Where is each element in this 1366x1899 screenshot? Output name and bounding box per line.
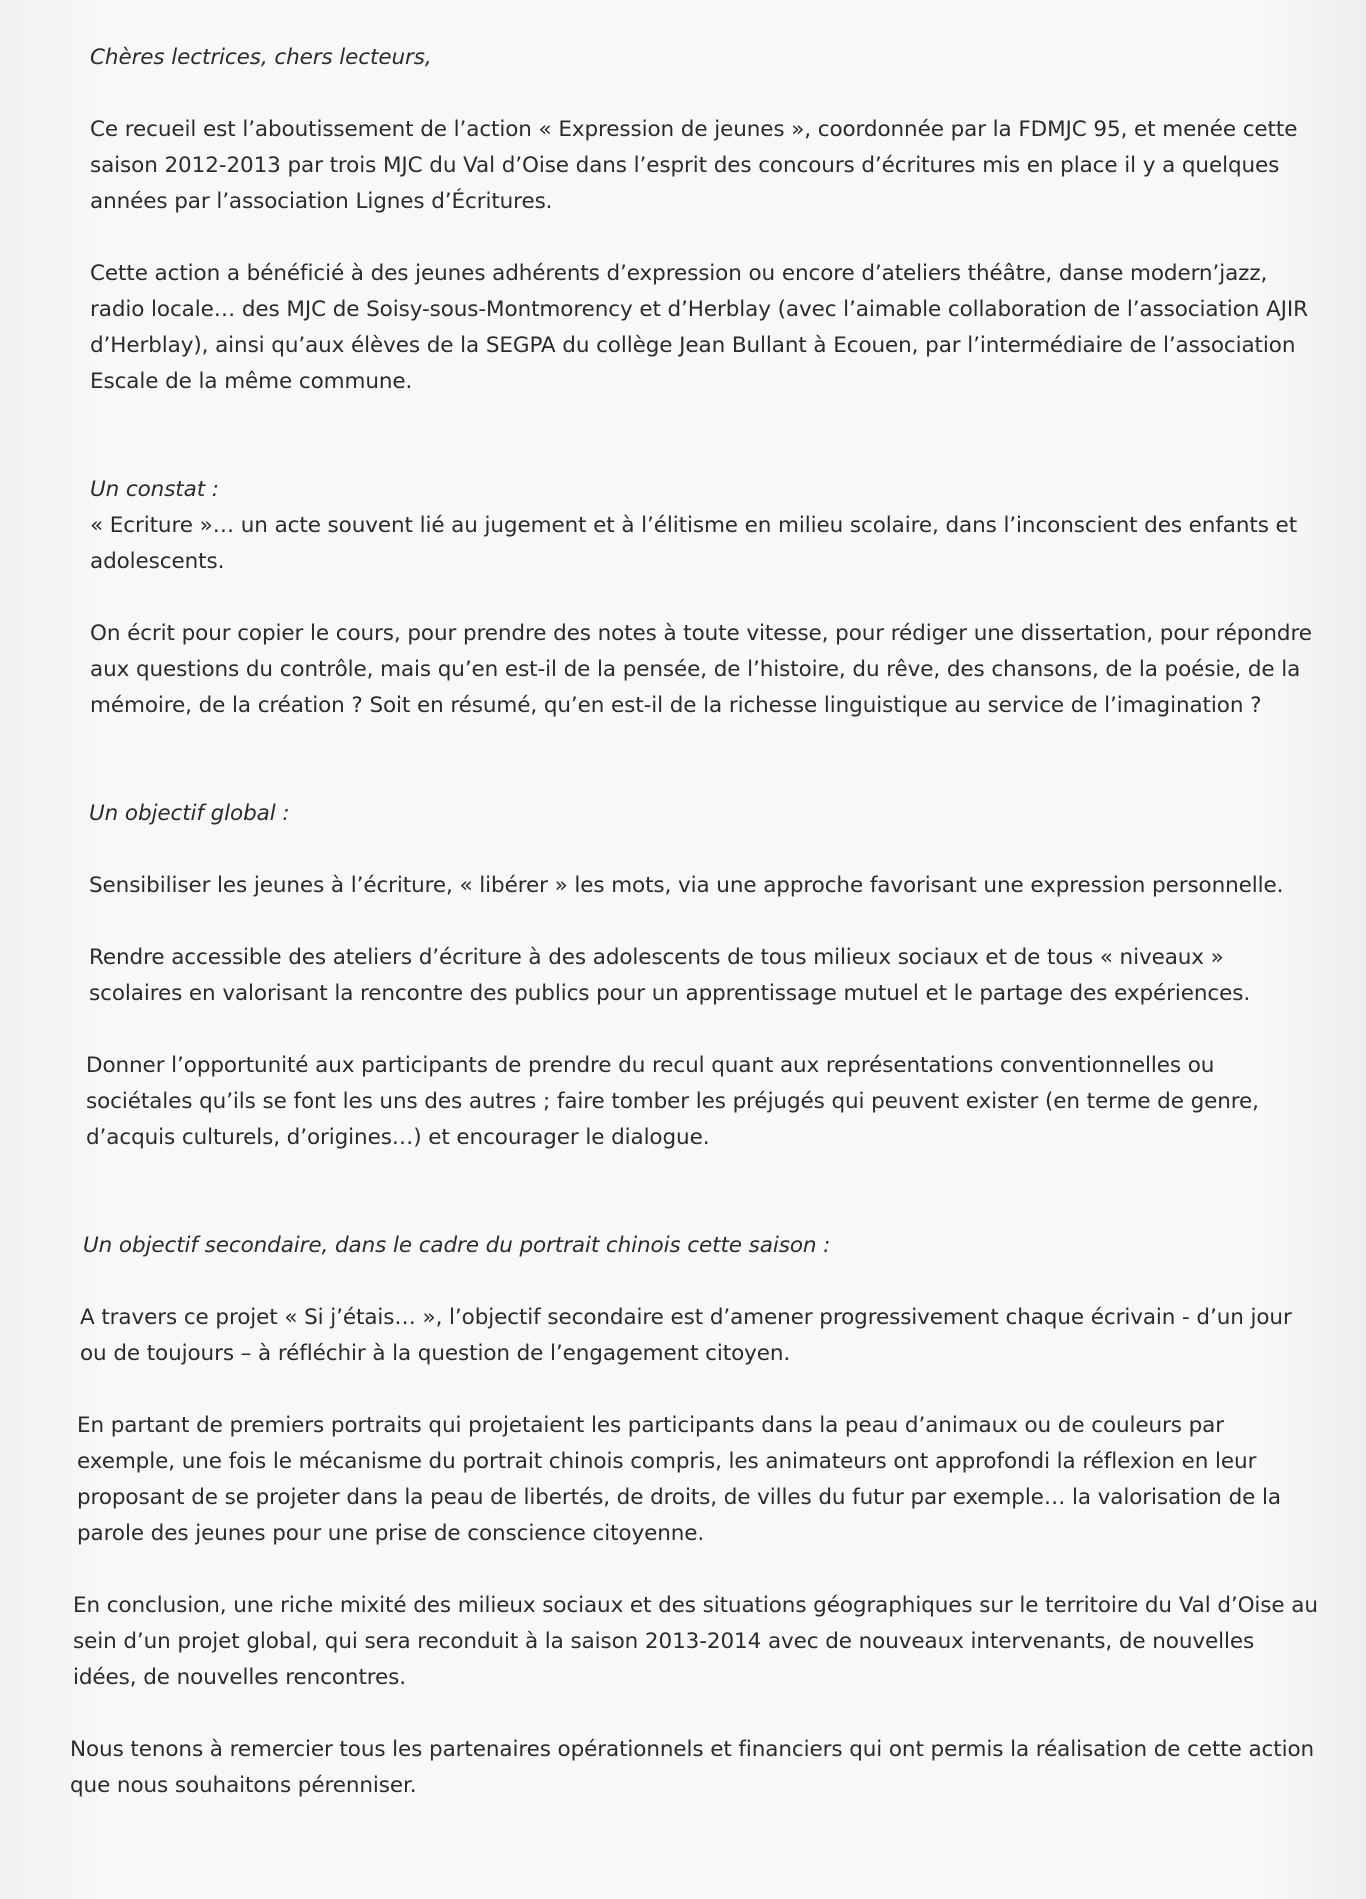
thanks-paragraph: Nous tenons à remercier tous les partenaires opérationnels et financiers qui ont permis la réalisation de cette action que nous souhaitons pérenniser. bbox=[70, 1737, 1315, 1798]
objectif-global-heading: Un objectif global : bbox=[89, 801, 290, 826]
conclusion-paragraph: En conclusion, une riche mixité des milieux sociaux et des situations géographiques sur le territoire du Val d’Oise au sein d’un projet global, qui sera reconduit à la saison 2013-2014 avec de nouveaux intervenants, de nouvelles idées, de nouvelles rencontres. bbox=[73, 1593, 1318, 1690]
objectif-global-paragraph-3: Donner l’opportunité aux participants de prendre du recul quant aux représentations conventionnelles ou sociétales qu’ils se font les uns des autres ; faire tomber les préjugés qui peuvent exister (en terme de genre, d’acquis culturels, d’origines…) et encourager le dialogue. bbox=[86, 1053, 1259, 1150]
objectif-secondaire-paragraph-1: A travers ce projet « Si j’étais… », l’objectif secondaire est d’amener progressivement chaque écrivain - d’un jour ou de toujours – à réfléchir à la question de l’engagement citoyen. bbox=[80, 1305, 1292, 1366]
beneficiaries-paragraph: Cette action a bénéficié à des jeunes adhérents d’expression ou encore d’ateliers théâtre, danse modern’jazz, radio locale… des MJC de Soisy-sous-Montmorency et d’Herblay (avec l’aimable collaboration de l’association AJIR d’Herblay), ainsi qu’aux élèves de la SEGPA du collège Jean Bullant à Ecouen, par l’intermédiaire de l’association Escale de la même commune. bbox=[90, 261, 1308, 394]
constat-paragraph-2: On écrit pour copier le cours, pour prendre des notes à toute vitesse, pour rédiger une dissertation, pour répondre aux questions du contrôle, mais qu’en est-il de la pensée, de l’histoire, du rêve, des chansons, de la poésie, de la mémoire, de la création ? Soit en résumé, qu’en est-il de la richesse linguistique au service de l’imagination ? bbox=[90, 621, 1312, 718]
greeting: Chères lectrices, chers lecteurs, bbox=[90, 45, 432, 70]
constat-paragraph-1: « Ecriture »… un acte souvent lié au jugement et à l’élitisme en milieu scolaire, dans l’inconscient des enfants et adolescents. bbox=[90, 513, 1298, 574]
intro-paragraph: Ce recueil est l’aboutissement de l’action « Expression de jeunes », coordonnée par la FDMJC 95, et menée cette saison 2012-2013 par trois MJC du Val d’Oise dans l’esprit des concours d’écritures mis en place il y a quelques années par l’association Lignes d’Écritures. bbox=[90, 117, 1298, 214]
constat-heading: Un constat : bbox=[90, 477, 219, 502]
objectif-global-paragraph-1: Sensibiliser les jeunes à l’écriture, « libérer » les mots, via une approche favorisant une expression personnelle. bbox=[89, 873, 1284, 898]
document-body bbox=[70, 40, 1320, 1804]
objectif-secondaire-paragraph-2: En partant de premiers portraits qui projetaient les participants dans la peau d’animaux ou de couleurs par exemple, une fois le mécanisme du portrait chinois compris, les animateurs ont approfondi la réflexion en leur proposant de se projeter dans la peau de libertés, de droits, de villes du futur par exemple… la valorisation de la parole des jeunes pour une prise de conscience citoyenne. bbox=[77, 1413, 1281, 1546]
objectif-secondaire-heading: Un objectif secondaire, dans le cadre du portrait chinois cette saison : bbox=[83, 1233, 831, 1258]
objectif-global-paragraph-2: Rendre accessible des ateliers d’écriture à des adolescents de tous milieux sociaux et de tous « niveaux » scolaires en valorisant la rencontre des publics pour un apprentissage mutuel et le partage des expériences. bbox=[89, 945, 1251, 1006]
